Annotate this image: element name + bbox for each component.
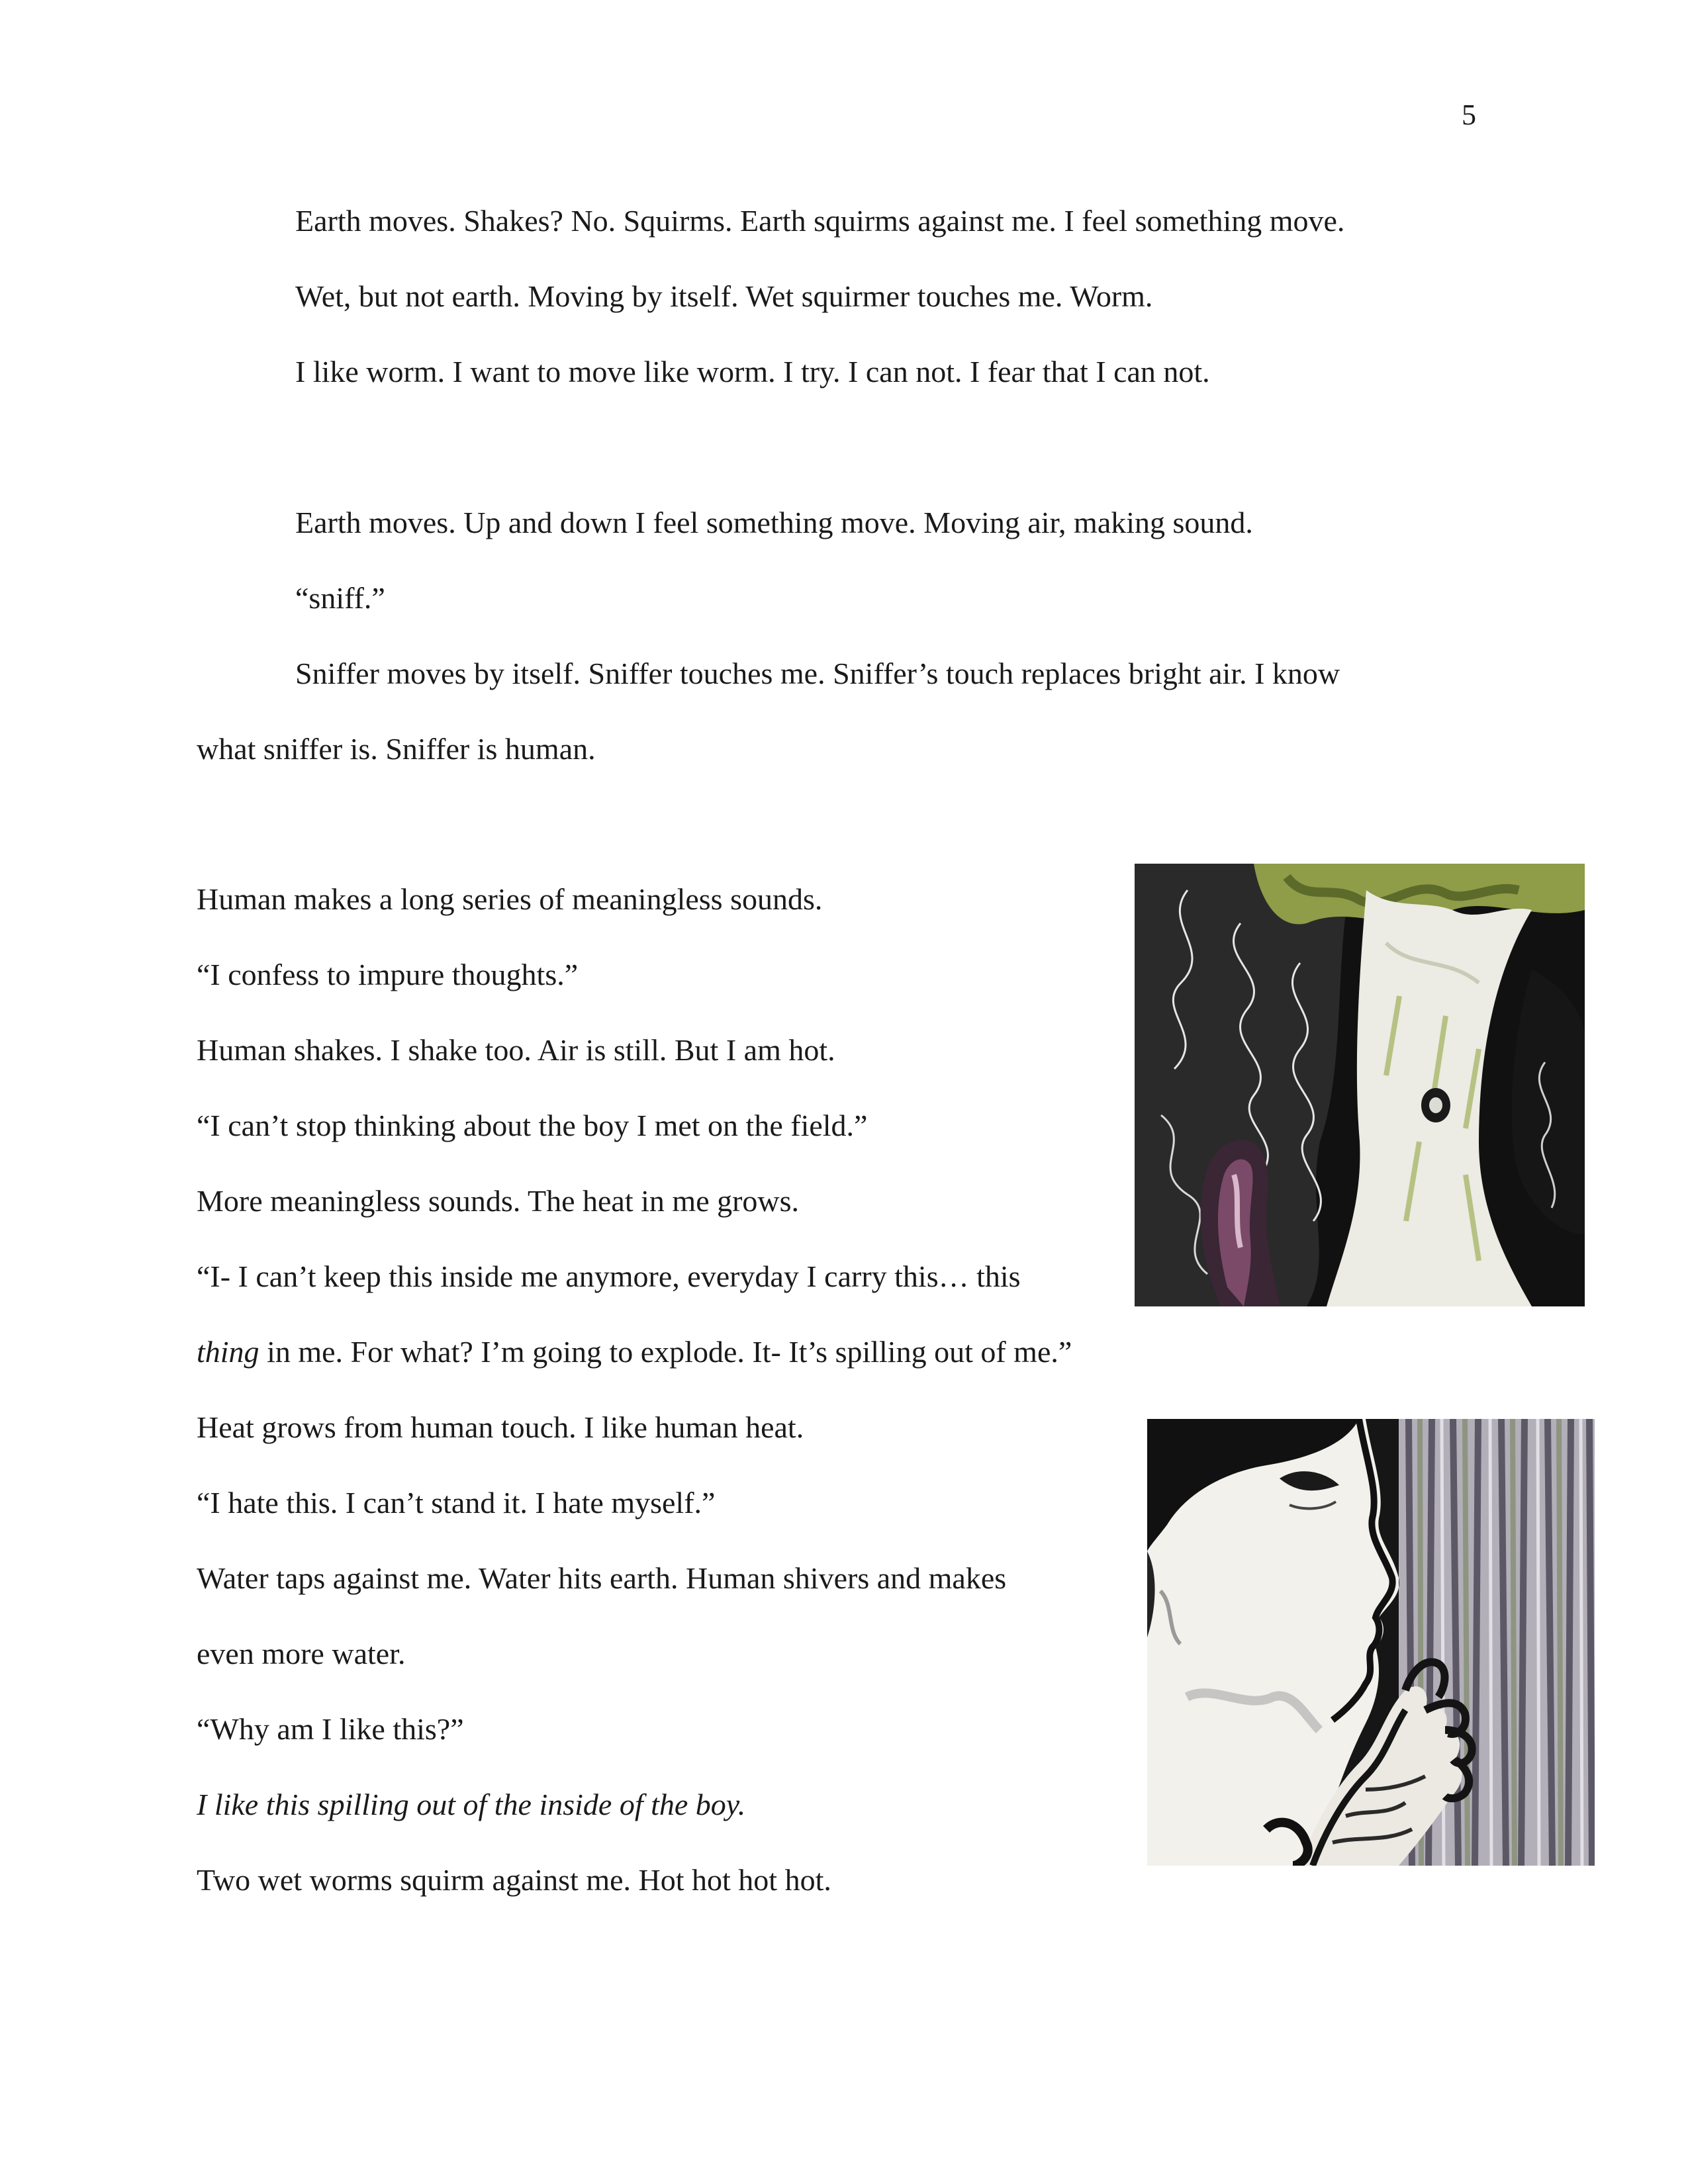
text-line bbox=[197, 1337, 1072, 1367]
text-line: “I- I can’t keep this inside me anymore, everyday I carry this… this bbox=[197, 1259, 1021, 1293]
text-line bbox=[197, 1790, 745, 1820]
text-span: in me. For what? I’m going to explode. It- It’s spilling out of me.” bbox=[259, 1335, 1072, 1369]
tree-painting bbox=[1135, 864, 1585, 1306]
text-line: Earth moves. Shakes? No. Squirms. Earth squirms against me. I feel something move. bbox=[295, 204, 1345, 238]
text-line: Human shakes. I shake too. Air is still. But I am hot. bbox=[197, 1033, 835, 1067]
text-line: I like worm. I want to move like worm. I try. I can not. I fear that I can not. bbox=[295, 355, 1210, 388]
text-line: Water taps against me. Water hits earth. Human shivers and makes bbox=[197, 1561, 1007, 1595]
text-line: More meaningless sounds. The heat in me grows. bbox=[197, 1184, 800, 1218]
text-line: “I hate this. I can’t stand it. I hate myself.” bbox=[197, 1486, 716, 1520]
face-painting-svg bbox=[1147, 1419, 1595, 1866]
text-line: “I confess to impure thoughts.” bbox=[197, 958, 579, 991]
text-line: Human makes a long series of meaningless sounds. bbox=[197, 882, 823, 916]
text-line: even more water. bbox=[197, 1637, 406, 1670]
text-line: Two wet worms squirm against me. Hot hot hot hot. bbox=[197, 1863, 831, 1897]
text-line: “I can’t stop thinking about the boy I met on the field.” bbox=[197, 1109, 868, 1142]
text-line: “Why am I like this?” bbox=[197, 1712, 464, 1746]
page-number: 5 bbox=[1462, 99, 1476, 131]
text-line: “sniff.” bbox=[295, 581, 385, 615]
text-line: Heat grows from human touch. I like human heat. bbox=[197, 1410, 804, 1444]
text-line: Sniffer moves by itself. Sniffer touches me. Sniffer’s touch replaces bright air. I know bbox=[295, 657, 1340, 690]
italic-word: thing bbox=[197, 1335, 259, 1369]
text-line: Earth moves. Up and down I feel something move. Moving air, making sound. bbox=[295, 506, 1253, 539]
tree-painting-svg bbox=[1135, 864, 1585, 1306]
text-line: what sniffer is. Sniffer is human. bbox=[197, 732, 596, 766]
text-line: Wet, but not earth. Moving by itself. Wet squirmer touches me. Worm. bbox=[295, 279, 1153, 313]
face-painting bbox=[1147, 1419, 1595, 1866]
italic-line: I like this spilling out of the inside of the boy. bbox=[197, 1788, 746, 1821]
